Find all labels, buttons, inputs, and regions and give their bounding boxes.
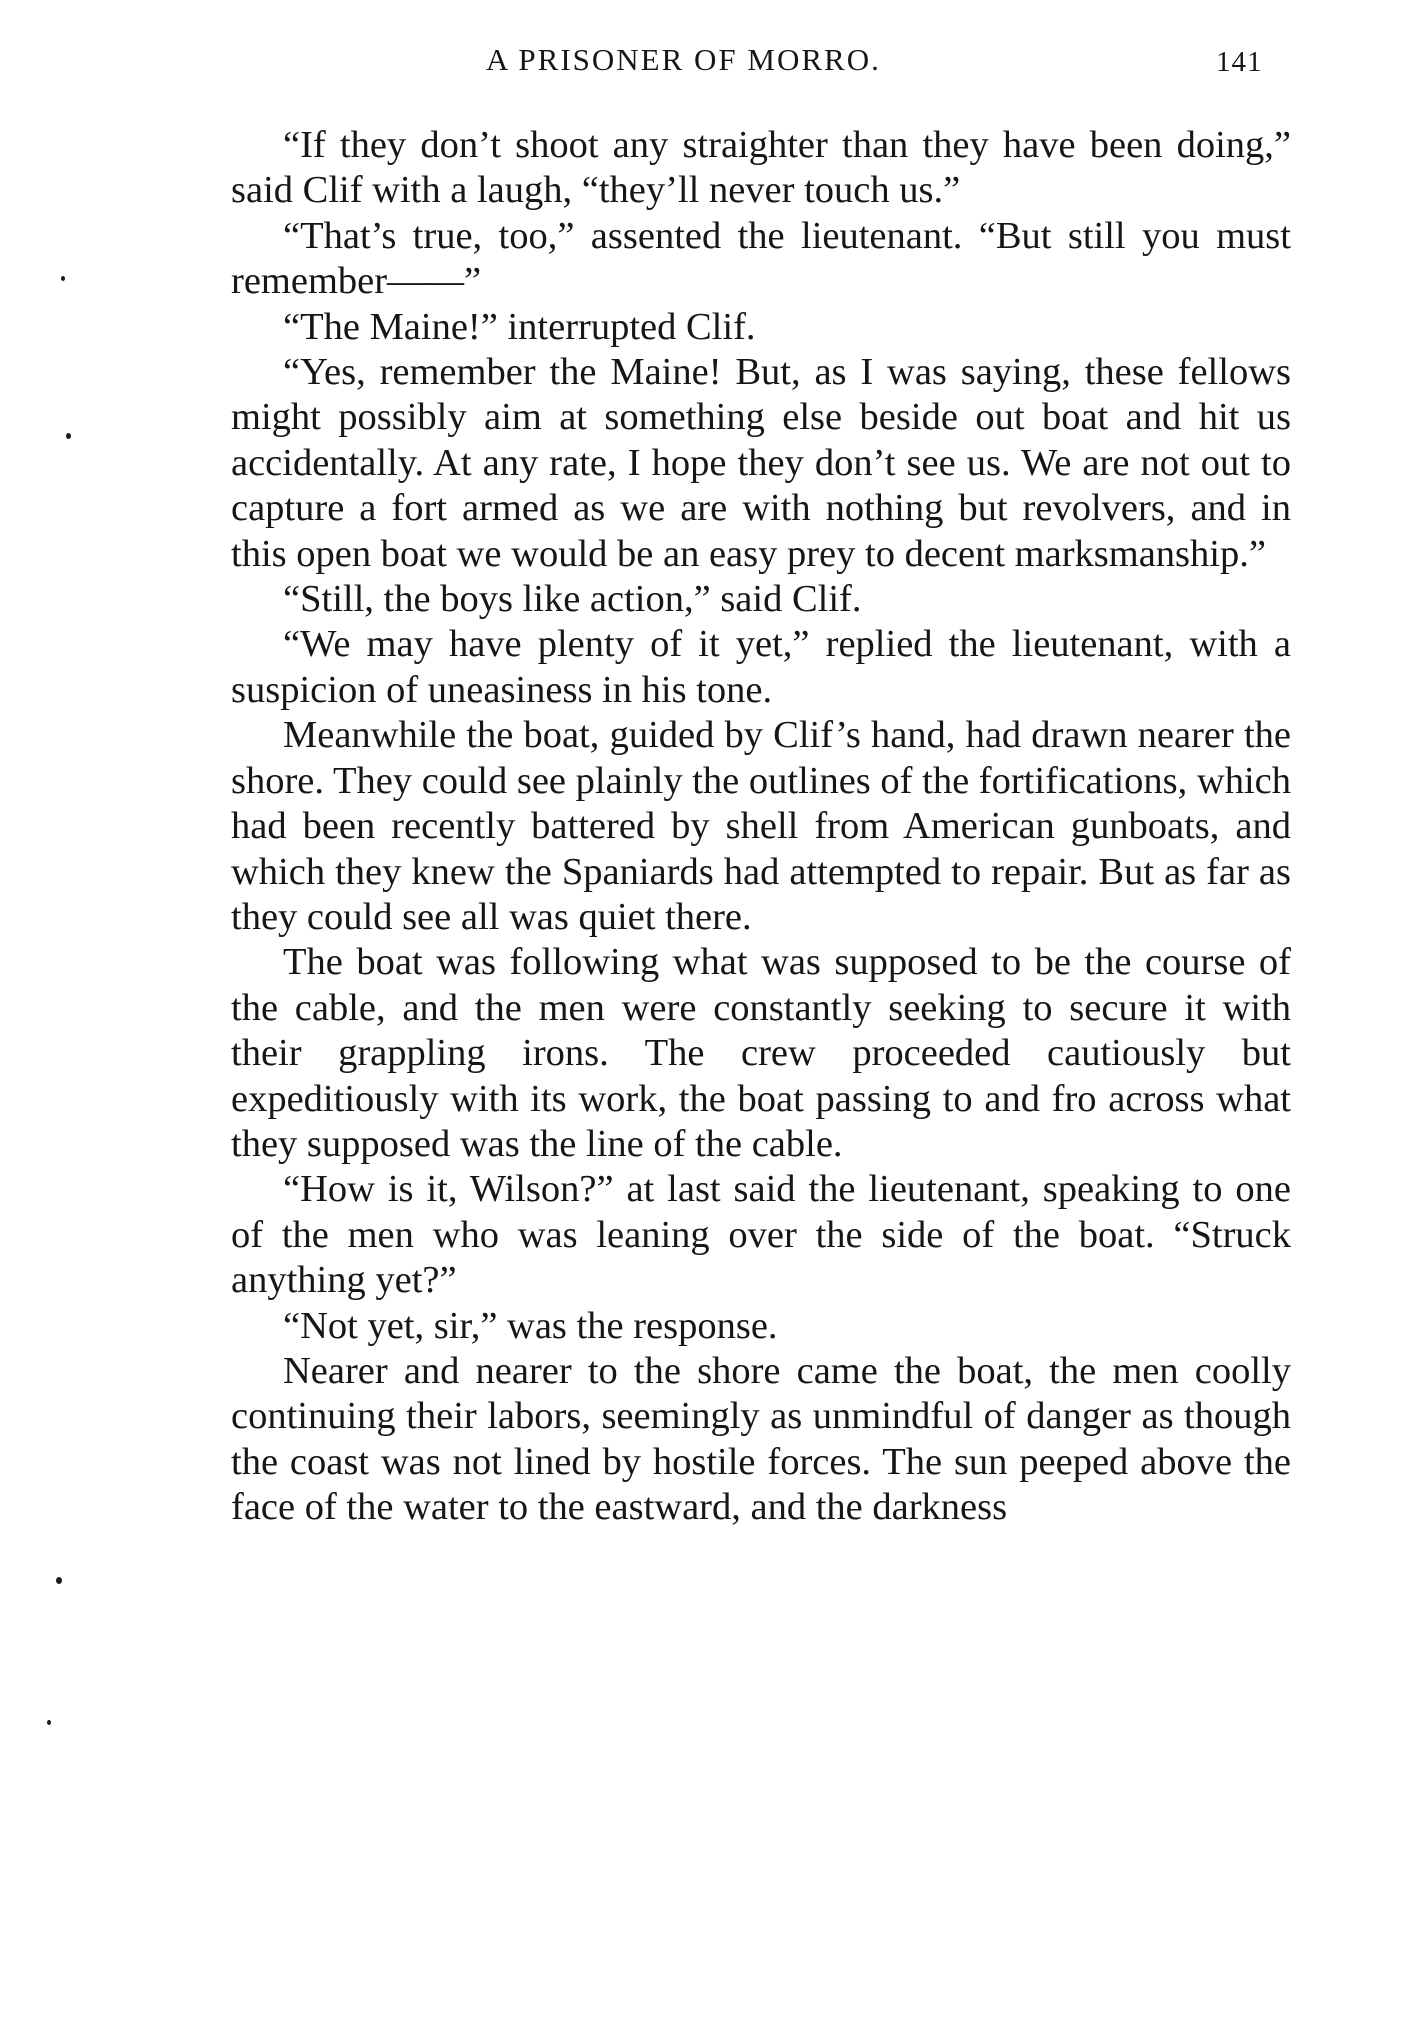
paragraph: “How is it, Wilson?” at last said the lieutenant, speaking to one of the men who was leaning over the side of the boat. “Struck anything yet?” — [231, 1168, 1291, 1302]
paragraph: The boat was following what was supposed to be the course of the cable, and the men were constantly seeking to secure it with their grappling irons. The crew proceeded cautiously but expeditiously with its work, the boat passing to and fro across what they supposed was the line of the cable. — [231, 941, 1291, 1165]
paragraph: “Not yet, sir,” was the response. — [283, 1304, 778, 1347]
running-title: A PRISONER OF MORRO. — [486, 42, 881, 77]
print-speck — [66, 433, 71, 439]
paragraph: “Still, the boys like action,” said Clif. — [283, 578, 862, 621]
paragraph: “The Maine!” interrupted Clif. — [283, 305, 756, 348]
paragraph: Nearer and nearer to the shore came the boat, the men coolly continuing their labors, seemingly as unmindful of danger as though the coast was not lined by hostile forces. The sun peeped above the face of the water to the eastward, and the darkness — [231, 1349, 1291, 1529]
paragraph: “Yes, remember the Maine! But, as I was saying, these fellows might possibly aim at something else beside out boat and hit us accidentally. At any rate, I hope they don’t see us. We are not out to capture a fort armed as we are with nothing but revolvers, and in this open boat we would be an easy prey to decent marksmanship.” — [231, 351, 1291, 575]
print-speck — [47, 1720, 51, 1725]
body-text — [231, 123, 1291, 1531]
print-speck — [61, 276, 65, 281]
page-number: 141 — [1216, 46, 1263, 78]
paragraph: Meanwhile the boat, guided by Clif’s hand, had drawn nearer the shore. They could see plainly the outlines of the fortifications, which had been recently battered by shell from American gunboats, and which they knew the Spaniards had attempted to repair. But as far as they could see all was quiet there. — [231, 714, 1291, 938]
print-speck — [56, 1577, 62, 1584]
running-head — [0, 42, 1422, 92]
paragraph: “If they don’t shoot any straighter than they have been doing,” said Clif with a laugh, “they’ll never touch us.” — [231, 124, 1291, 212]
paragraph: “We may have plenty of it yet,” replied the lieutenant, with a suspicion of uneasiness in his tone. — [231, 623, 1291, 711]
paragraph: “That’s true, too,” assented the lieutenant. “But still you must remember——” — [231, 214, 1291, 303]
